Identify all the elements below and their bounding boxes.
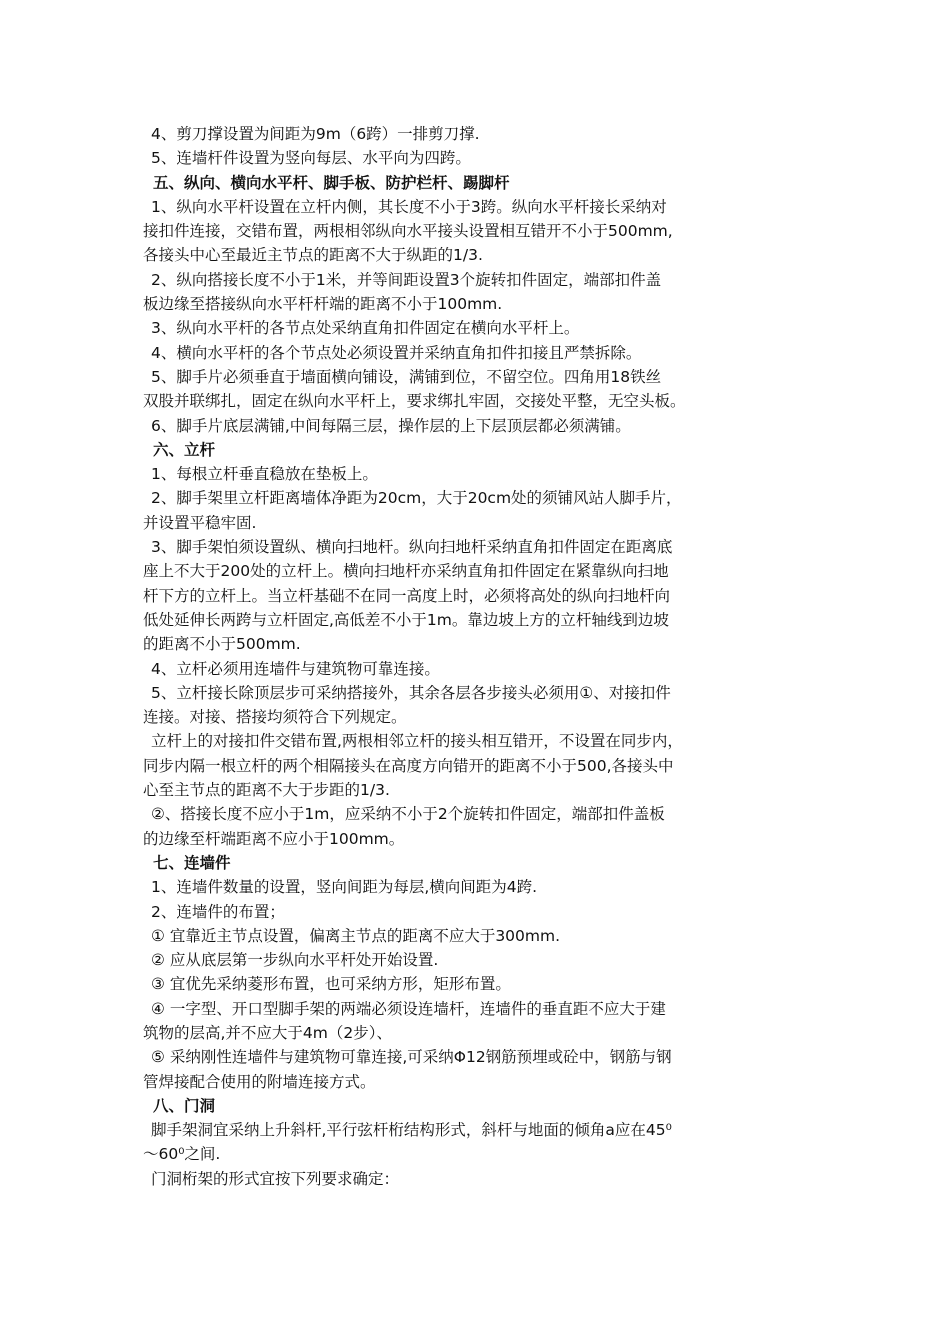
text-line: 2、脚手架里立杆距离墙体净距为20cm，大于20cm处的须铺风站人脚手片， (151, 489, 682, 508)
text-line: 接扣件连接，交错布置，两根相邻纵向水平接头设置相互错开不小于500mm, (143, 222, 673, 241)
text-line: 心至主节点的距离不大于步距的1/3. (143, 781, 390, 800)
text-line: 管焊接配合使用的附墙连接方式。 (143, 1072, 376, 1091)
text-line: 1、连墙件数量的设置，竖向间距为每层,横向间距为4跨. (151, 878, 538, 897)
text-line: 并设置平稳牢固. (143, 513, 257, 532)
text-line: ～60⁰之间. (143, 1145, 221, 1164)
text-line: ⑤ 采纳刚性连墙件与建筑物可靠连接,可采纳Φ12钢筋预埋或砼中，钢筋与钢 (151, 1048, 672, 1067)
text-line: 板边缘至搭接纵向水平杆杆端的距离不小于100mm. (143, 295, 503, 314)
text-line: ② 应从底层第一步纵向水平杆处开始设置. (151, 951, 439, 970)
text-line: ④ 一字型、开口型脚手架的两端必须设连墙杆，连墙件的垂直距不应大于建 (151, 999, 666, 1018)
text-line: 立杆上的对接扣件交错布置,两根相邻立杆的接头相互错开，不设置在同步内， (151, 732, 683, 751)
text-line: 低处延伸长两跨与立杆固定,高低差不小于1m。靠边坡上方的立杆轴线到边坡 (143, 610, 669, 629)
text-line: 脚手架洞宜采纳上升斜杆,平行弦杆桁结构形式，斜杆与地面的倾角a应在45⁰ (151, 1121, 672, 1140)
text-line: 6、脚手片底层满铺,中间每隔三层，操作层的上下层顶层都必须满铺。 (151, 416, 631, 435)
text-line: 连接。对接、搭接均须符合下列规定。 (143, 708, 407, 727)
text-line: ③ 宜优先采纳菱形布置，也可采纳方形，矩形布置。 (151, 975, 511, 994)
section-heading: 五、纵向、横向水平杆、脚手板、防护栏杆、踢脚杆 (153, 173, 510, 192)
text-line: 门洞桁架的形式宜按下列要求确定： (151, 1169, 400, 1188)
section-heading: 七、连墙件 (153, 853, 231, 872)
text-line: 筑物的层高,并不应大于4m（2步）、 (143, 1023, 393, 1042)
text-line: ① 宜靠近主节点设置，偏离主节点的距离不应大于300mm. (151, 926, 561, 945)
text-line: 2、纵向搭接长度不小于1米，并等间距设置3个旋转扣件固定，端部扣件盖 (151, 270, 662, 289)
document-body (143, 122, 811, 1191)
text-line: 各接头中心至最近主节点的距离不大于纵距的1/3. (143, 246, 483, 265)
text-line: 双股并联绑扎，固定在纵向水平杆上，要求绑扎牢固，交接处平整，无空头板。 (143, 392, 686, 411)
text-line: 座上不大于200处的立杆上。横向扫地杆亦采纳直角扣件固定在紧靠纵向扫地 (143, 562, 669, 581)
text-line: 3、纵向水平杆的各节点处采纳直角扣件固定在横向水平杆上。 (151, 319, 580, 338)
text-line: 1、每根立杆垂直稳放在垫板上。 (151, 465, 378, 484)
text-line: 杆下方的立杆上。当立杆基础不在同一高度上时，必须将高处的纵向扫地杆向 (143, 586, 671, 605)
text-line: 同步内隔一根立杆的两个相隔接头在高度方向错开的距离不小于500,各接头中 (143, 756, 674, 775)
section-heading: 八、门洞 (153, 1096, 216, 1115)
section-heading: 六、立杆 (153, 440, 216, 459)
text-line: 2、连墙件的布置； (151, 902, 285, 921)
text-line: 1、纵向水平杆设置在立杆内侧，其长度不小于3跨。纵向水平杆接长采纳对 (151, 197, 667, 216)
text-line: 5、脚手片必须垂直于墙面横向铺设，满铺到位，不留空位。四角用18铁丝 (151, 367, 662, 386)
text-line: 的边缘至杆端距离不应小于100mm。 (143, 829, 405, 848)
text-line: 5、立杆接长除顶层步可采纳搭接外，其余各层各步接头必须用①、对接扣件 (151, 683, 671, 702)
text-line: 的距离不小于500mm. (143, 635, 301, 654)
text-line: 4、立杆必须用连墙件与建筑物可靠连接。 (151, 659, 440, 678)
text-line: 5、连墙杆件设置为竖向每层、水平向为四跨。 (151, 149, 471, 168)
text-line: ②、搭接长度不应小于1m，应采纳不小于2个旋转扣件固定，端部扣件盖板 (151, 805, 665, 824)
text-line: 4、横向水平杆的各个节点处必须设置并采纳直角扣件扣接且严禁拆除。 (151, 343, 642, 362)
text-line: 3、脚手架怕须设置纵、横向扫地杆。纵向扫地杆采纳直角扣件固定在距离底 (151, 538, 673, 557)
text-line: 4、剪刀撑设置为间距为9m（6跨）一排剪刀撑. (151, 125, 480, 143)
